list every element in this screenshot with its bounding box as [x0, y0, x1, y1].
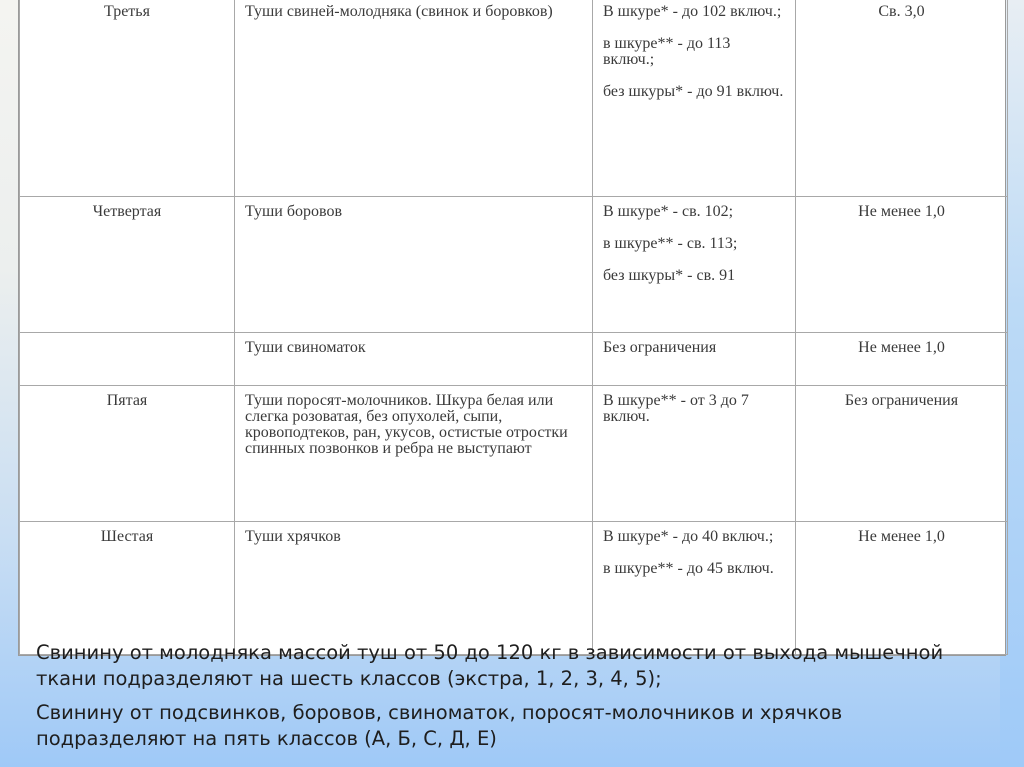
- description-cell: [235, 197, 593, 333]
- fat-value: Без ограничения: [844, 392, 959, 409]
- class-cell: [20, 197, 235, 333]
- slide-footer-text: [36, 640, 996, 760]
- mass-line: в шкуре** - св. 113;: [603, 235, 738, 252]
- class-label: Третья: [104, 3, 150, 20]
- description-text: Туши поросят-молочников. Шкура белая или слегка розоватая, без опухолей, сыпи, кровоподтеков, ран, укусов, остистые отростки спинных позвонков и ребра не выступают: [245, 392, 568, 457]
- pork-classification-table: [19, 0, 1008, 655]
- mass-line: В шкуре* - до 102 включ.;: [603, 3, 782, 20]
- fat-value: Не менее 1,0: [858, 339, 945, 356]
- mass-cell: [593, 522, 796, 655]
- description-cell: [235, 386, 593, 522]
- description-text: Туши свиней-молодняка (свинок и боровков): [245, 3, 553, 20]
- class-label: Пятая: [106, 392, 148, 409]
- mass-line: В шкуре* - св. 102;: [603, 203, 734, 220]
- description-cell: [235, 0, 593, 197]
- class-cell: [20, 522, 235, 655]
- fat-cell: [796, 0, 1008, 197]
- table-row: [20, 197, 1008, 333]
- mass-line: Без ограничения: [603, 339, 717, 356]
- class-label: Четвертая: [92, 203, 162, 220]
- class-cell: [20, 333, 235, 386]
- mass-cell: [593, 333, 796, 386]
- fat-value: Не менее 1,0: [858, 528, 945, 545]
- mass-line: В шкуре** - от 3 до 7 включ.: [603, 392, 749, 425]
- fat-cell: [796, 522, 1008, 655]
- description-cell: [235, 333, 593, 386]
- description-text: Туши боровов: [245, 203, 342, 220]
- footer-paragraph-1: Свинину от молодняка массой туш от 50 до 120 кг в зависимости от выхода мышечной ткани подразделяют на шесть классов (экстра, 1, 2, 3, 4, 5);: [36, 641, 944, 690]
- fat-value: Не менее 1,0: [858, 203, 945, 220]
- description-text: Туши свиноматок: [245, 339, 366, 356]
- classification-table-panel: [18, 0, 1006, 656]
- footer-paragraph-2: Свинину от подсвинков, боровов, свиноматок, поросят-молочников и хрячков подразделяют на пять классов (А, Б, С, Д, Е): [36, 701, 843, 750]
- description-text: Туши хрячков: [245, 528, 341, 545]
- table-row: [20, 522, 1008, 655]
- fat-value: Св. 3,0: [878, 3, 925, 20]
- class-cell: [20, 386, 235, 522]
- fat-cell: [796, 197, 1008, 333]
- table-row: [20, 0, 1008, 197]
- class-cell: [20, 0, 235, 197]
- mass-line: в шкуре** - до 45 включ.: [603, 560, 774, 577]
- mass-cell: [593, 0, 796, 197]
- mass-line: В шкуре* - до 40 включ.;: [603, 528, 774, 545]
- mass-line: без шкуры* - до 91 включ.: [603, 83, 784, 100]
- mass-line: без шкуры* - св. 91: [603, 267, 736, 284]
- mass-line: в шкуре** - до 113 включ.;: [603, 35, 731, 68]
- fat-cell: [796, 386, 1008, 522]
- mass-cell: [593, 386, 796, 522]
- fat-cell: [796, 333, 1008, 386]
- table-row: [20, 333, 1008, 386]
- description-cell: [235, 522, 593, 655]
- table-row: [20, 386, 1008, 522]
- class-label: Шестая: [100, 528, 154, 545]
- mass-cell: [593, 197, 796, 333]
